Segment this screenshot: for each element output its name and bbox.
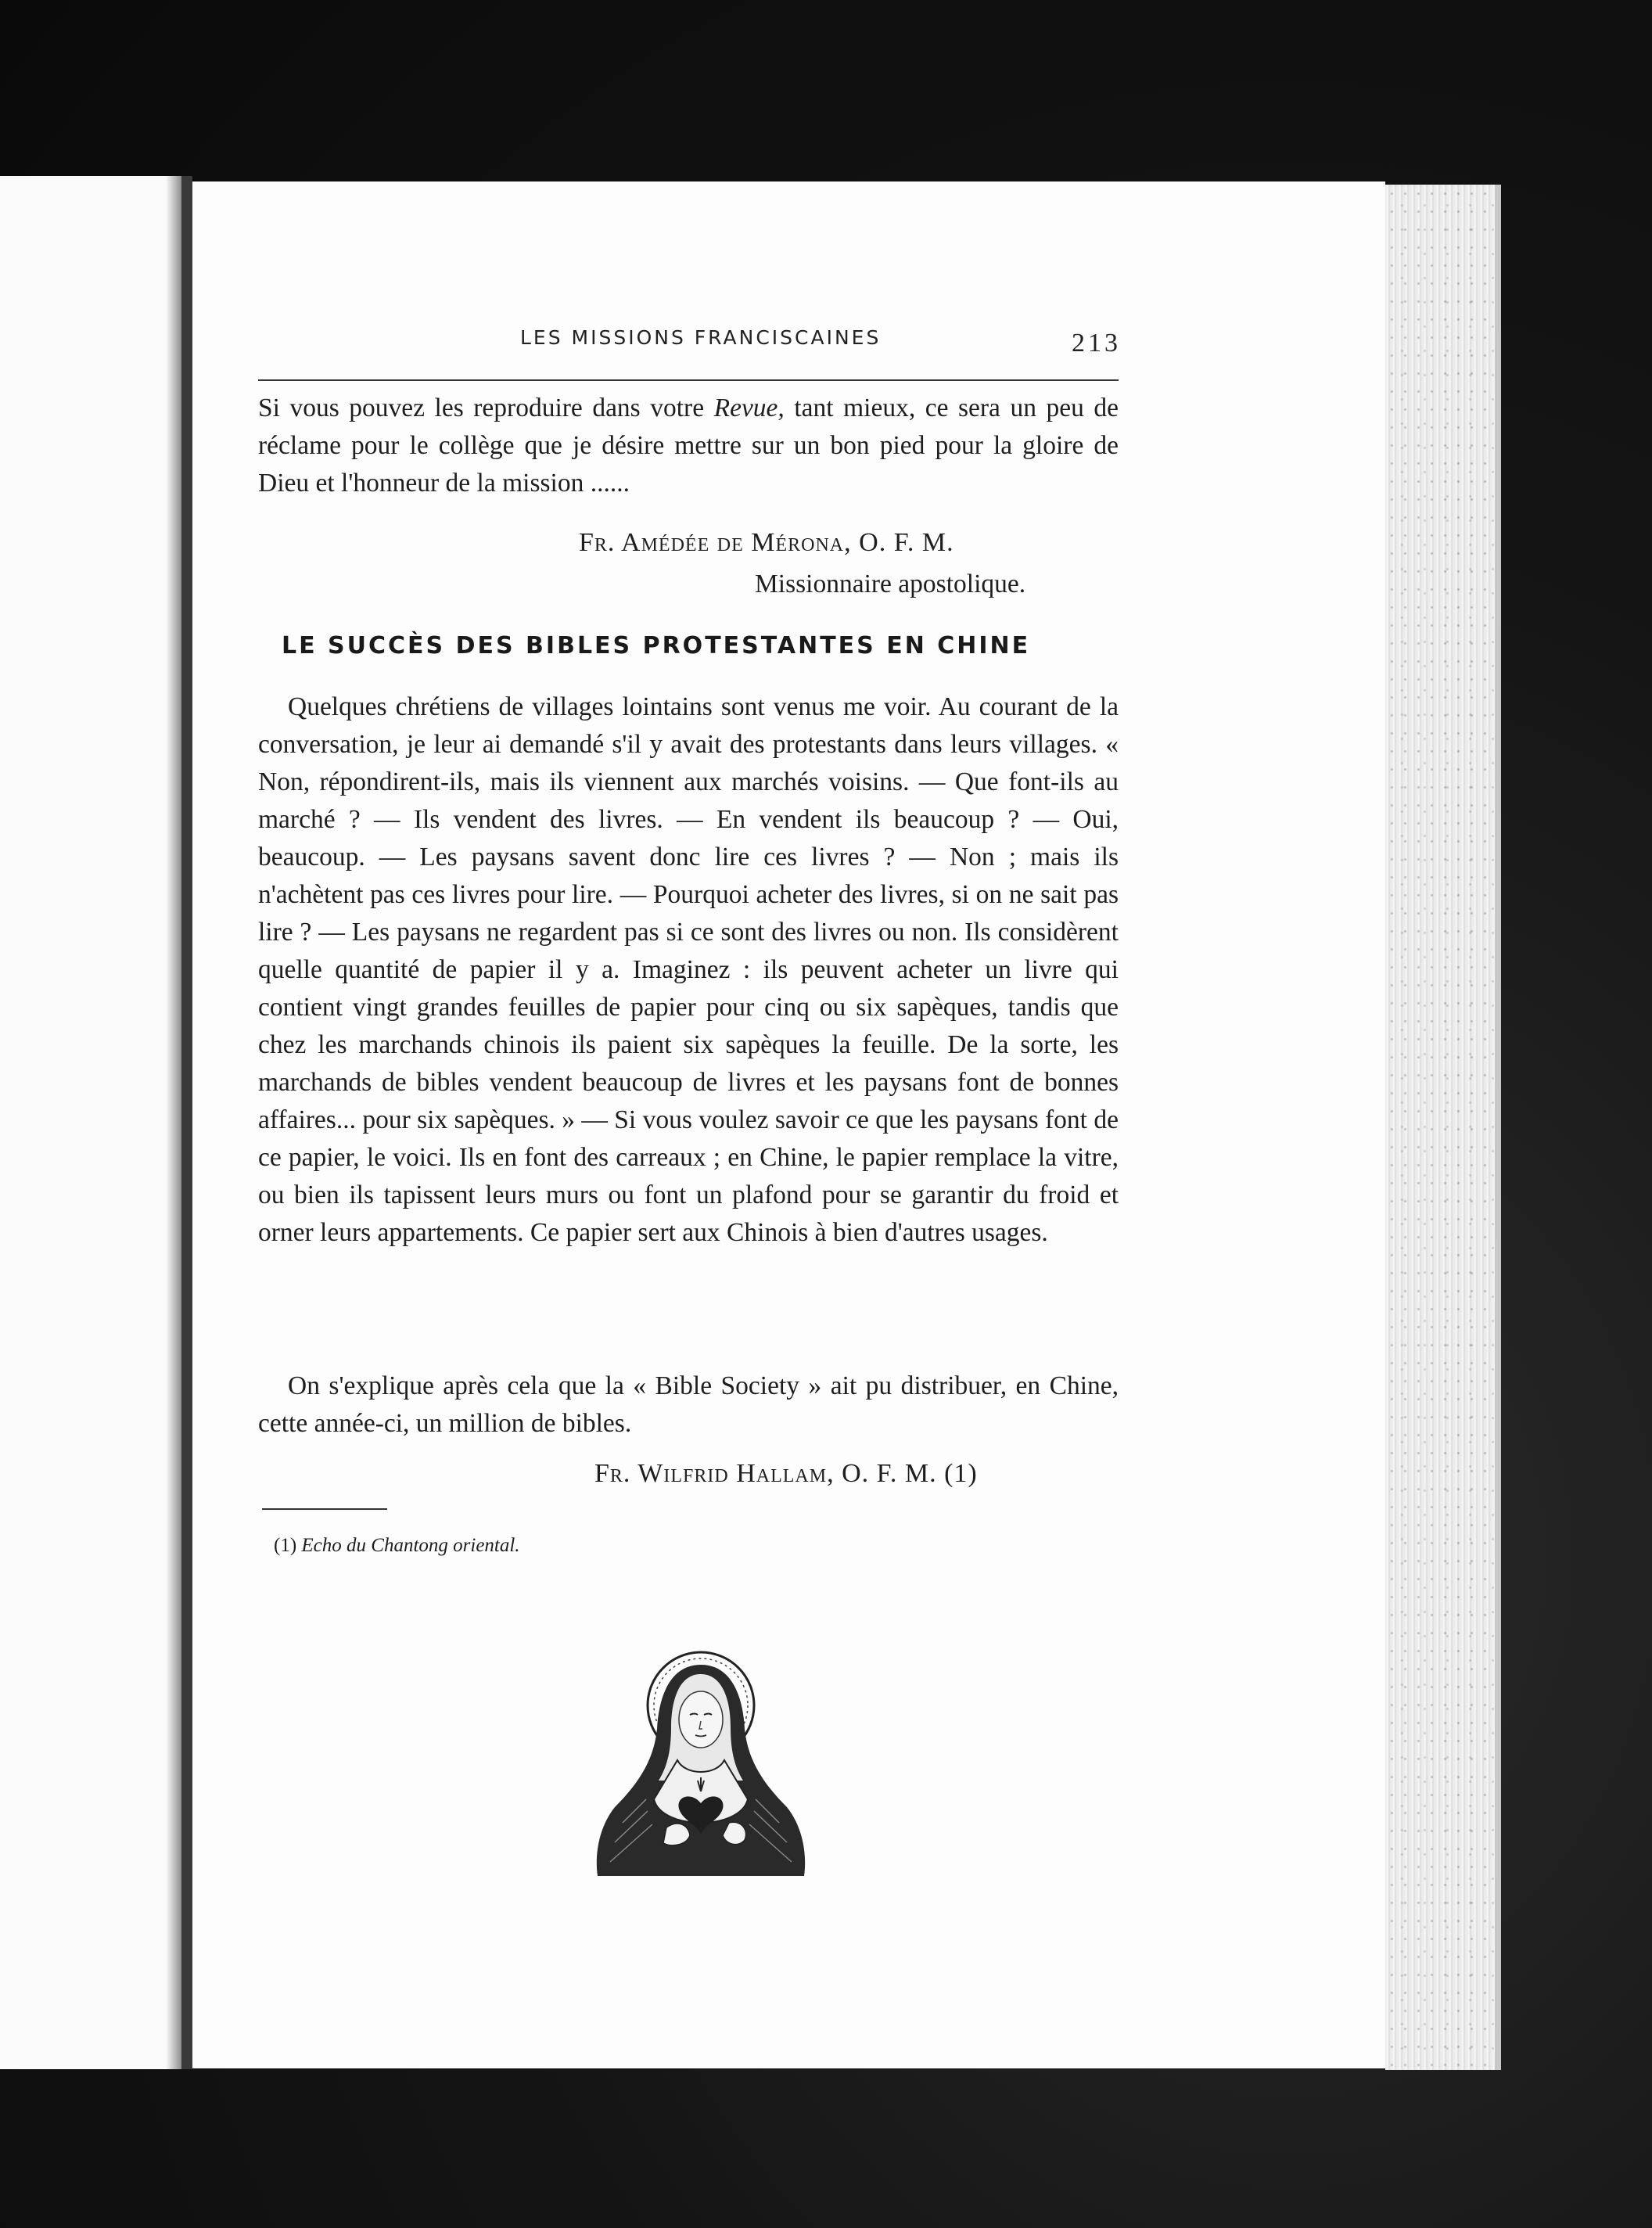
sacred-heart-illustration [591,1643,810,1878]
running-title: LES MISSIONS FRANCISCAINES [520,326,882,349]
article-paragraph-2: On s'explique après cela que la « Bible Society » ait pu distribuer, en Chine, cette année-ci, un million de bibles. [258,1371,1119,1438]
article-title: LE SUCCÈS DES BIBLES PROTESTANTES EN CHINE [282,632,1031,659]
facing-page [0,176,186,2069]
letter-signature: Fr. Amédée de Mérona, O. F. M. [579,528,954,557]
footnote-text: Echo du Chantong oriental. [301,1535,520,1556]
article-signature: Fr. Wilfrid Hallam, O. F. M. (1) [594,1459,978,1488]
article-paragraph: Quelques chrétiens de villages lointains sont venus me voir. Au courant de la conversation, je leur ai demandé s'il y avait des protestants dans leurs villages. « Non, répondirent-ils, mais ils viennent aux marchés voisins. — Que font-ils au marché ? — Ils vendent des livres. — En vendent ils beaucoup ? — Oui, beaucoup. — Les paysans savent donc lire ces livres ? — Non ; mais ils n'achètent pas ces livres pour lire. — Pourquoi acheter des livres, si on ne sait pas lire ? — Les paysans ne regardent pas si ce sont des livres ou non. Ils considèrent quelle quantité de papier il y a. Imaginez : ils peuvent acheter un livre qui contient vingt grandes feuilles de papier pour cinq ou six sapèques, tandis que chez les marchands chinois ils paient six sapèques la feuille. De la sorte, les marchands de bibles vendent beaucoup de livres et les paysans font de bonnes affaires... pour six sapèques. » — Si vous voulez savoir ce que les paysans font de ce papier, le voici. Ils en font des carreaux ; en Chine, le papier remplace la vitre, ou bien ils tapissent leurs murs ou font un plafond pour se garantir du froid et orner leurs appartements. Ce papier sert aux Chinois à bien d'autres usages. [258,692,1119,1247]
letter-paragraph: Si vous pouvez les reproduire dans votre Revue, tant mieux, ce sera un peu de réclame pour le collège que je désire mettre sur un bon pied pour la gloire de Dieu et l'honneur de la mission ...... [258,393,1119,498]
bible-society-italic: « Bible Society » [633,1371,822,1400]
face-icon [679,1691,723,1748]
header-rule [258,379,1119,381]
book-gutter [181,176,192,2069]
footnote-rule [262,1508,387,1510]
page-edge-speckle [1385,185,1495,2070]
page-number: 213 [1072,329,1121,358]
signature-role: Missionnaire apostolique. [755,570,1026,598]
page-header [258,309,1119,364]
revue-italic: Revue, [713,393,785,422]
footnote: (1) Echo du Chantong oriental. [274,1535,520,1556]
